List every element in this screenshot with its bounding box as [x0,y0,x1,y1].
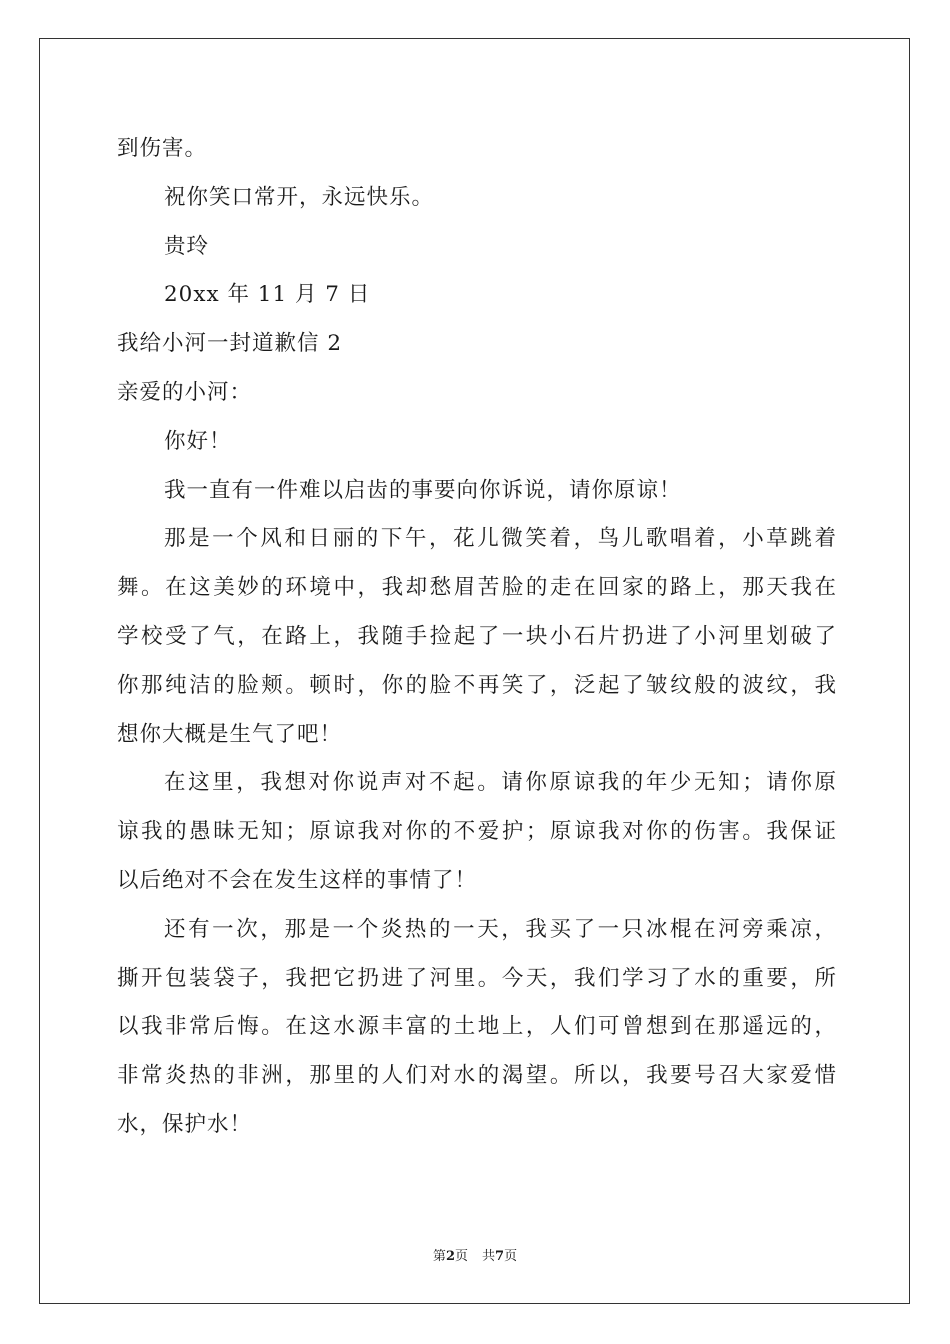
paragraph-3-line-2: 谅我的愚昧无知；原谅我对你的不爱护；原谅我对你的伤害。我保证 [117,819,837,845]
paragraph-4-line-2: 撕开包装袋子，我把它扔进了河里。今天，我们学习了水的重要，所 [117,965,837,991]
paragraph-1-line-1: 我一直有一件难以启齿的事要向你诉说，请你原谅！ [164,477,682,503]
page-number-current: 2 [445,1249,455,1264]
page-number-suffix: 页 [454,1249,468,1264]
paragraph-2-line-5: 想你大概是生气了吧！ [117,721,343,747]
page-total-suffix: 页 [504,1249,518,1264]
paragraph-2-line-2: 舞。在这美妙的环境中，我却愁眉苦脸的走在回家的路上，那天我在 [117,575,837,601]
letter-date: 20xx 年 11 月 7 日 [164,282,371,308]
paragraph-3-line-1: 在这里，我想对你说声对不起。请你原谅我的年少无知；请你原 [164,770,837,796]
letter-continuation: 到伤害。 [117,136,208,161]
paragraph-4-line-4: 非常炎热的非洲，那里的人们对水的渴望。所以，我要号召大家爱惜 [117,1063,837,1089]
closing-wish: 祝你笑口常开，永远快乐。 [164,184,435,210]
page-total: 7 [495,1249,505,1264]
paragraph-4-line-5: 水，保护水！ [117,1111,253,1137]
page-total-prefix: 共 [482,1249,496,1264]
paragraph-2-line-3: 学校受了气，在路上，我随手捡起了一块小石片扔进了小河里划破了 [117,623,837,649]
section-title: 我给小河一封道歉信 2 [117,331,343,357]
paragraph-4-line-3: 以我非常后悔。在这水源丰富的土地上，人们可曾想到在那遥远的， [117,1014,837,1040]
paragraph-2-line-1: 那是一个风和日丽的下午，花儿微笑着，鸟儿歌唱着，小草跳着 [164,526,837,552]
paragraph-4-line-1: 还有一次，那是一个炎热的一天，我买了一只冰棍在河旁乘凉， [164,916,837,942]
paragraph-2-line-4: 你那纯洁的脸颊。顿时，你的脸不再笑了，泛起了皱纹般的波纹，我 [117,672,837,698]
page-number-prefix: 第 [432,1249,446,1264]
page-footer [0,1245,950,1264]
document-body [117,125,837,1150]
signature: 贵玲 [164,233,210,259]
salutation: 亲爱的小河： [117,379,253,405]
paragraph-3-line-3: 以后绝对不会在发生这样的事情了！ [117,867,478,893]
greeting: 你好！ [164,428,232,454]
